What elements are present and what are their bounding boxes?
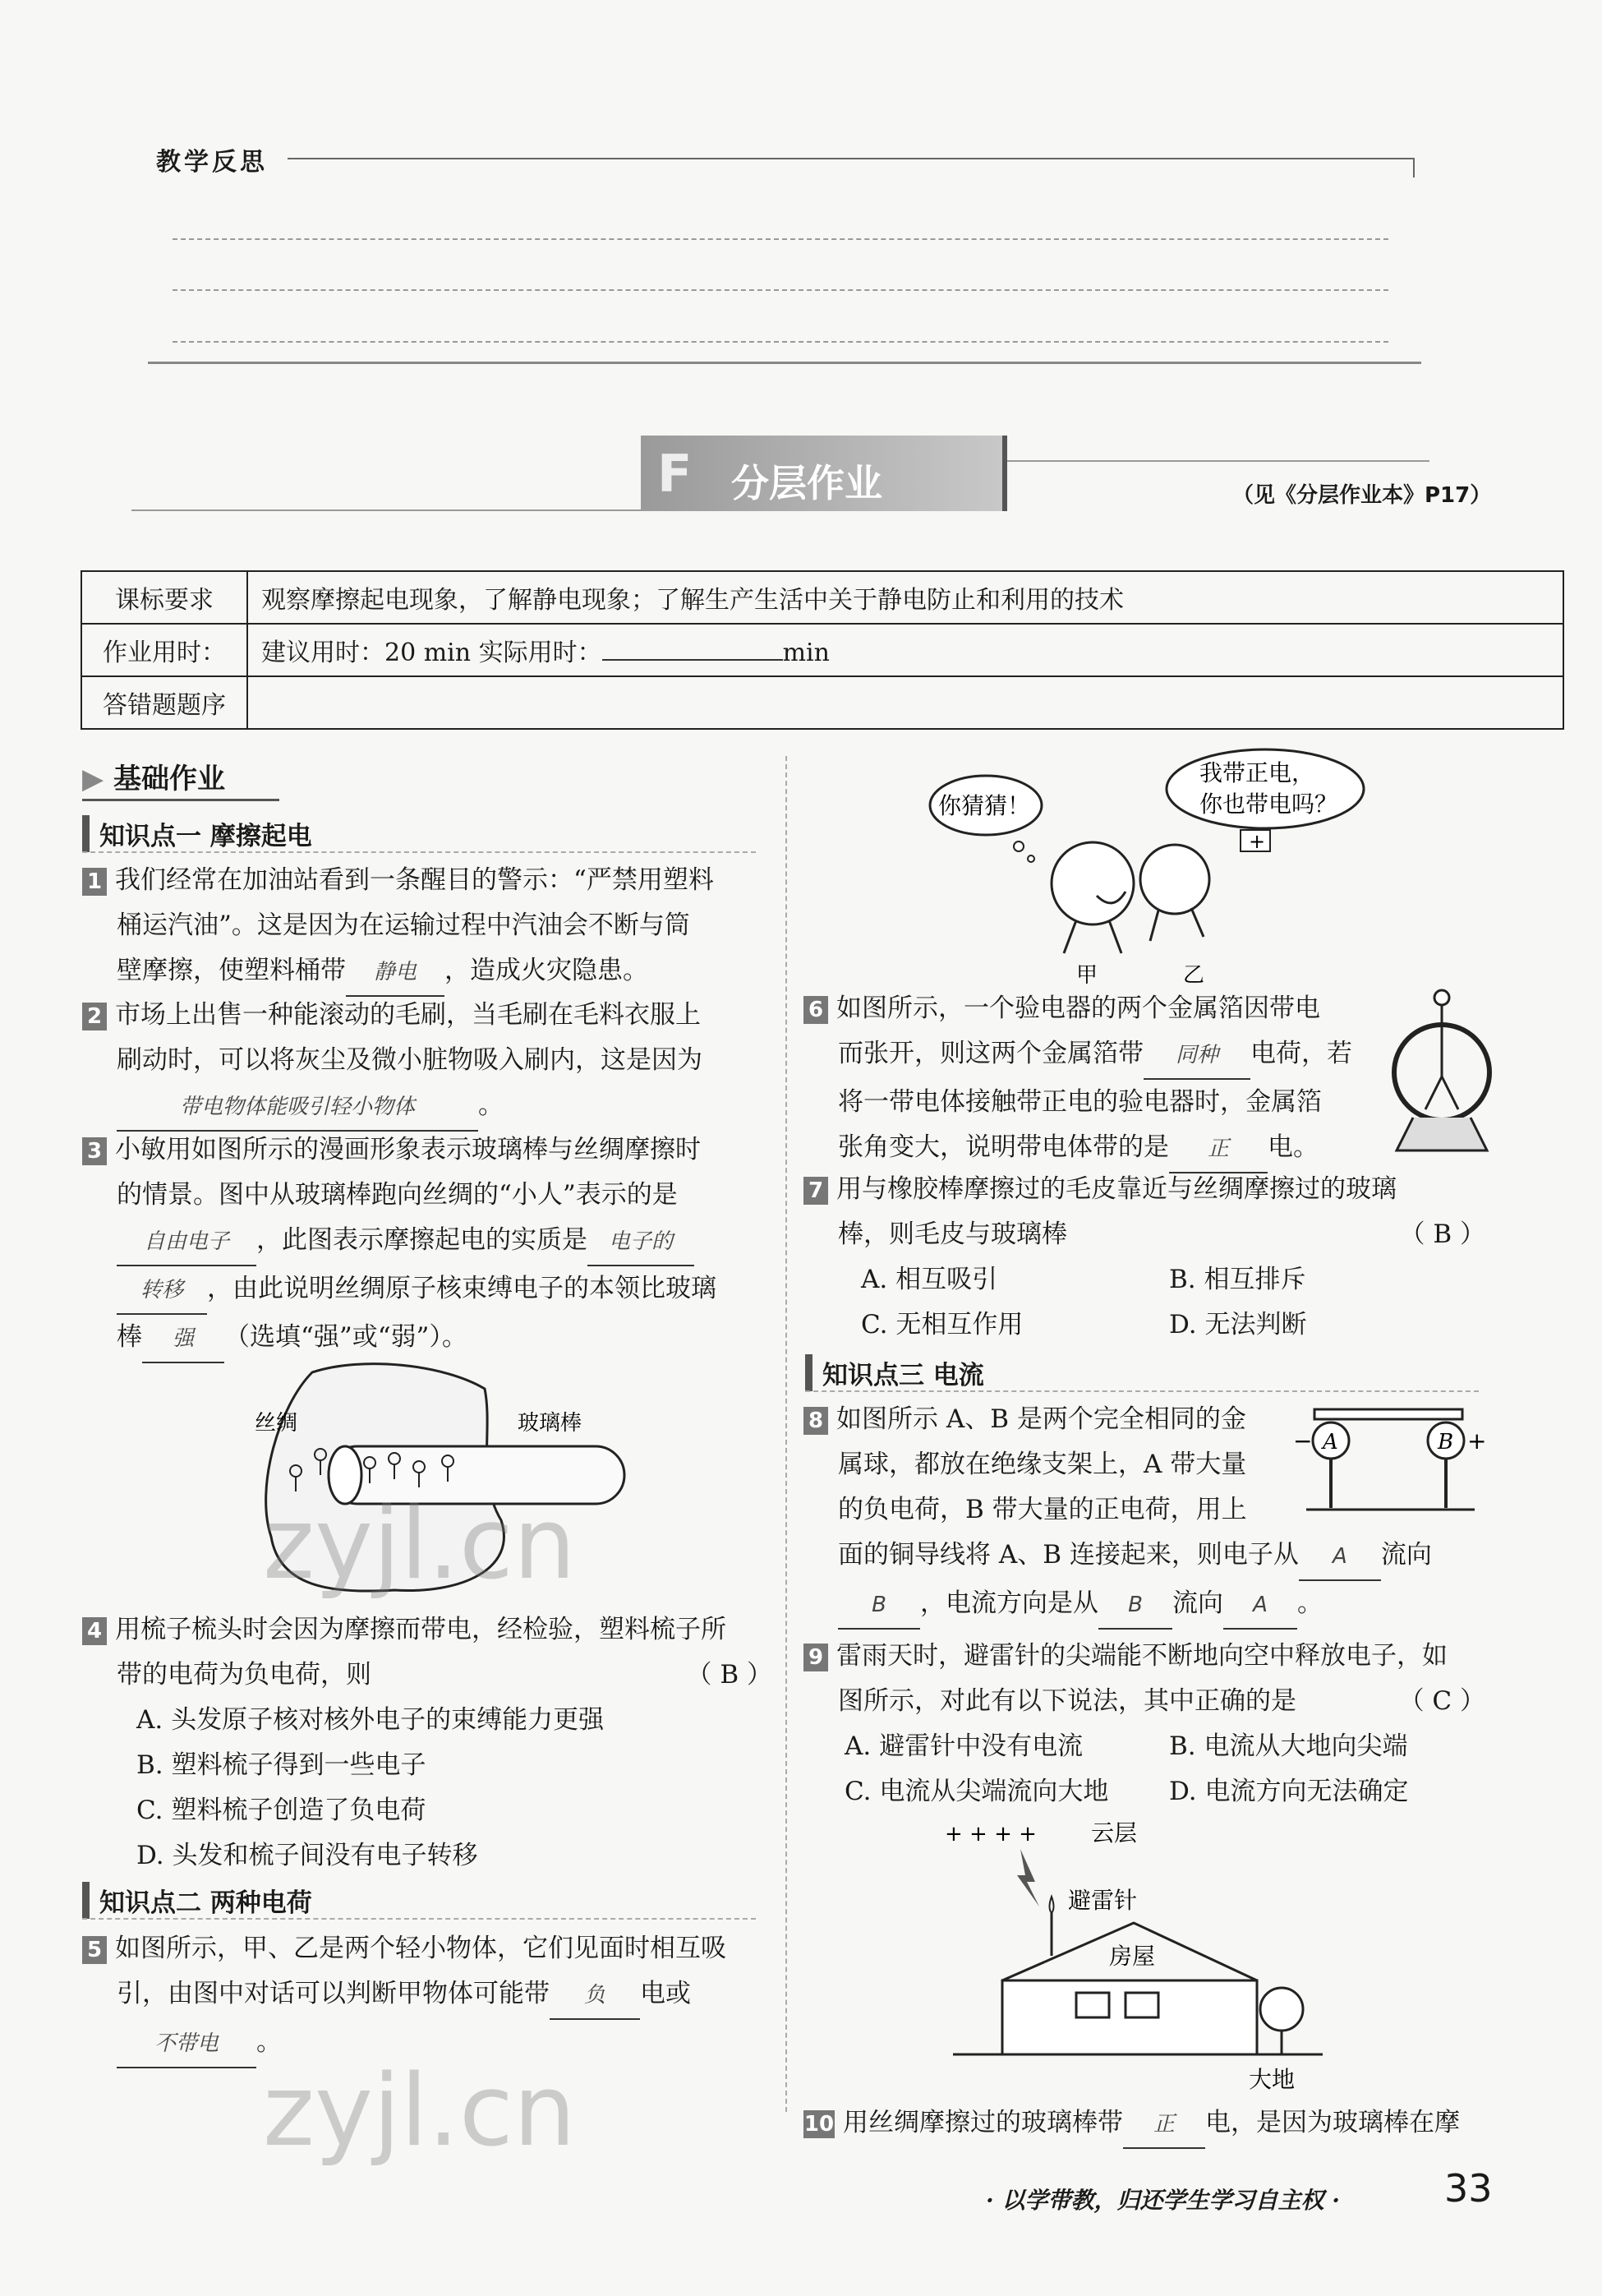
answer-choice: （ B ）	[686, 1660, 772, 1690]
plus-sign: +	[1249, 830, 1266, 853]
kp3-title: 知识点三 电流	[805, 1354, 984, 1391]
answer-blank[interactable]: 同种	[1144, 1033, 1250, 1080]
banner-ref: （见《分层作业本》P17）	[1232, 483, 1492, 508]
answer-blank[interactable]: A	[1223, 1583, 1297, 1630]
kp2-title: 知识点二 两种电荷	[82, 1882, 312, 1919]
reflection-line	[173, 341, 1388, 343]
option[interactable]: D. 无法判断	[1169, 1310, 1307, 1339]
answer-blank[interactable]: A	[1299, 1534, 1381, 1581]
requirements-table	[81, 570, 1564, 730]
banner-line	[131, 509, 641, 511]
banner-icon: F	[657, 444, 693, 504]
option[interactable]: D. 头发和梳子间没有电子转移	[136, 1841, 478, 1870]
answer-blank[interactable]: 自由电子	[117, 1219, 256, 1266]
table-value: 观察摩擦起电现象，了解静电现象；了解生产生活中关于静电防止和利用的技术	[247, 571, 1563, 624]
table-row	[81, 676, 1563, 729]
arrow-icon: ▶	[82, 763, 113, 795]
question-number: 7	[803, 1177, 828, 1205]
question-2: 2 市场上出售一种能滚动的毛刷，当毛刷在毛料衣服上 刷动时，可以将灰尘及微小脏物吸入刷内，这是因为 带电物体能吸引轻小物体 。	[82, 993, 772, 1132]
answer-blank[interactable]: 带电物体能吸引轻小物体	[117, 1085, 478, 1132]
answer-blank[interactable]: 静电	[346, 950, 444, 997]
reflection-line	[1413, 158, 1415, 178]
question-number: 8	[803, 1407, 828, 1435]
answer-choice: （ B ）	[1399, 1219, 1485, 1249]
option[interactable]: A. 头发原子核对核外电子的束缚能力更强	[136, 1705, 605, 1735]
banner-line	[1002, 460, 1429, 462]
answer-blank[interactable]: 正	[1123, 2102, 1205, 2149]
ball-b: B	[1438, 1430, 1454, 1455]
question-number: 9	[803, 1644, 828, 1671]
answer-blank[interactable]: 转移	[117, 1268, 207, 1315]
question-number: 6	[803, 996, 828, 1024]
watermark: zyjl.cn	[263, 1487, 576, 1602]
figure-ab-spheres	[1290, 1401, 1487, 1524]
question-number: 3	[82, 1137, 107, 1165]
reflection-title: 教学反思	[156, 148, 268, 177]
bubble-right-text1: 我带正电，	[1199, 759, 1315, 786]
footer-slogan: · 以学带教，归还学生学习自主权 ·	[986, 2187, 1340, 2214]
option[interactable]: B. 塑料梳子得到一些电子	[136, 1750, 426, 1780]
answer-blank[interactable]: B	[1098, 1583, 1172, 1630]
question-7: 7 用与橡胶棒摩擦过的毛皮靠近与丝绸摩擦过的玻璃 棒，则毛皮与玻璃棒 （ B ） A. 相互吸引 B. 相互排斥 C. 无相互作用 D. 无法判断	[803, 1167, 1485, 1348]
figure-lightning-rod	[945, 1816, 1339, 2095]
label-rod: 避雷针	[1068, 1887, 1138, 1914]
option[interactable]: B. 相互排斥	[1169, 1265, 1306, 1294]
label-ground: 大地	[1249, 2066, 1296, 2093]
reflection-line	[148, 362, 1421, 364]
option[interactable]: C. 塑料梳子创造了负电荷	[136, 1796, 426, 1825]
option[interactable]: C. 无相互作用	[861, 1310, 1024, 1339]
question-10: 10 用丝绸摩擦过的玻璃棒带 正 电，是因为玻璃棒在摩	[803, 2100, 1494, 2149]
question-number: 10	[803, 2112, 835, 2137]
option[interactable]: C. 电流从尖端流向大地	[845, 1777, 1109, 1806]
question-number: 2	[82, 1003, 107, 1030]
reflection-line	[173, 238, 1388, 240]
table-value[interactable]	[247, 676, 1563, 729]
question-4: 4 用梳子梳头时会因为摩擦而带电，经检验，塑料梳子所 带的电荷为负电荷，则 （ B ） A. 头发原子核对核外电子的束缚能力更强 B. 塑料梳子得到一些电子 C. 塑料梳子创造了负电荷 D. 头发和梳子间没有电子转移	[82, 1607, 772, 1879]
answer-blank[interactable]: 强	[142, 1316, 224, 1363]
label-cloud: 云层	[1091, 1819, 1138, 1846]
option[interactable]: A. 相互吸引	[861, 1265, 998, 1294]
figure-electroscope	[1380, 986, 1503, 1159]
table-label: 答错题题序	[81, 676, 247, 729]
column-divider	[785, 756, 787, 2112]
banner-title: 分层作业	[731, 461, 882, 505]
kp-line	[82, 851, 756, 853]
fig-label-silk: 丝绸	[255, 1411, 298, 1436]
object-jia	[1052, 842, 1134, 924]
option[interactable]: D. 电流方向无法确定	[1169, 1777, 1409, 1806]
section-line	[82, 799, 279, 801]
ball-a: A	[1323, 1430, 1338, 1455]
question-8: 8 如图所示 A、B 是两个完全相同的金 属球，都放在绝缘支架上，A 带大量 的负电荷，B 带大量的正电荷，用上 面的铜导线将 A、B 连接起来，则电子从 A 流向 B ，电流方向是从 B 流向 A 。	[803, 1397, 1485, 1630]
table-row	[81, 571, 1563, 624]
table-row	[81, 624, 1563, 676]
section-basic: ▶ 基础作业	[82, 763, 225, 795]
answer-choice: （ C ）	[1398, 1686, 1485, 1716]
answer-blank[interactable]: 负	[550, 1973, 640, 2020]
time-unit: min	[782, 639, 830, 667]
kp1-title: 知识点一 摩擦起电	[82, 815, 312, 852]
kp-line	[805, 1390, 1479, 1392]
question-number: 1	[82, 868, 107, 896]
answer-blank[interactable]: 电子的	[587, 1219, 694, 1266]
bubble-left-text: 你猜猜！	[938, 792, 1031, 819]
fig-label-rod: 玻璃棒	[518, 1411, 582, 1436]
question-1: 1 我们经常在加油站看到一条醒目的警示：“严禁用塑料 桶运汽油”。这是因为在运输过程中汽油会不断与筒 壁摩擦，使塑料桶带 静电 ，造成火灾隐患。	[82, 858, 772, 997]
reflection-line	[173, 289, 1388, 291]
answer-blank[interactable]: 不带电	[117, 2022, 256, 2068]
svg-text:+ + + +: + + + +	[945, 1822, 1037, 1846]
object-yi	[1140, 845, 1209, 914]
option[interactable]: B. 电流从大地向尖端	[1169, 1731, 1408, 1761]
question-number: 4	[82, 1617, 107, 1645]
table-label: 作业用时：	[81, 624, 247, 676]
label-house: 房屋	[1109, 1943, 1156, 1970]
plus-sign: +	[1467, 1427, 1487, 1455]
label-yi: 乙	[1183, 963, 1205, 986]
bubble-right-text2: 你也带电吗？	[1199, 791, 1338, 818]
kp-line	[82, 1918, 756, 1920]
answer-blank[interactable]: B	[838, 1583, 920, 1630]
table-label: 课标要求	[81, 571, 247, 624]
question-number: 5	[82, 1936, 107, 1964]
reflection-line	[288, 158, 1413, 159]
question-3: 3 小敏用如图所示的漫画形象表示玻璃棒与丝绸摩擦时 的情景。图中从玻璃棒跑向丝绸的“小人”表示的是 自由电子 ，此图表示摩擦起电的实质是 电子的 转移 ，由此说明丝绸原子核束缚电子的本领比玻璃 棒 强 （选填“强”或“弱”）。	[82, 1127, 772, 1363]
figure-cartoon	[920, 748, 1380, 986]
label-jia: 甲	[1076, 963, 1098, 986]
table-value: 建议用时：20 min 实际用时： min	[247, 624, 1563, 676]
watermark: zyjl.cn	[263, 2054, 576, 2169]
question-5: 5 如图所示，甲、乙是两个轻小物体，它们见面时相互吸 引，由图中对话可以判断甲物体可能带 负 电或 不带电 。	[82, 1926, 772, 2068]
option[interactable]: A. 避雷针中没有电流	[845, 1731, 1084, 1761]
minus-sign: −	[1293, 1427, 1313, 1455]
answer-blank[interactable]: 正	[1169, 1127, 1268, 1173]
question-9: 9 雷雨天时，避雷针的尖端能不断地向空中释放电子，如 图所示，对此有以下说法，其中正确的是 （ C ） A. 避雷针中没有电流 B. 电流从大地向尖端 C. 电流从尖端流向大地 D. 电流方向无法确定	[803, 1634, 1485, 1814]
question-6: 6 如图所示，一个验电器的两个金属箔因带电 而张开，则这两个金属箔带 同种 电荷，若 将一带电体接触带正电的验电器时，金属箔 张角变大，说明带电体带的是 正 电。	[803, 986, 1379, 1173]
page-number: 33	[1444, 2166, 1493, 2211]
